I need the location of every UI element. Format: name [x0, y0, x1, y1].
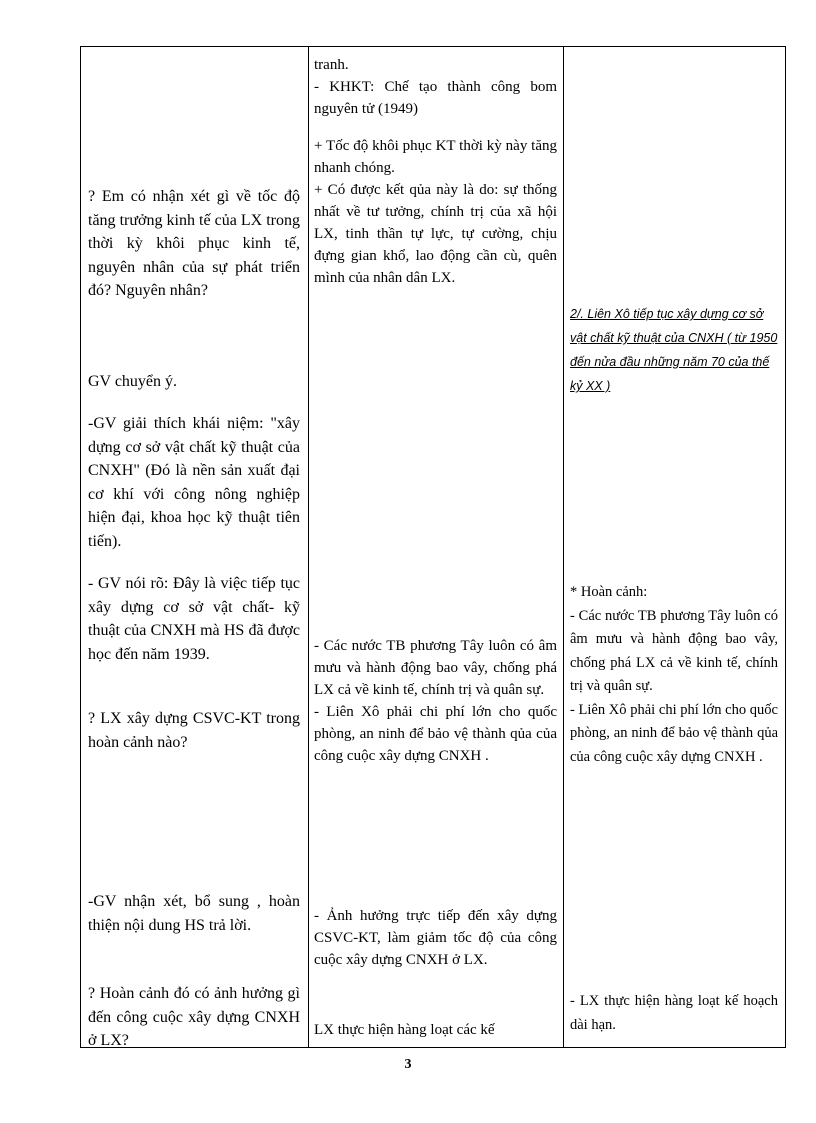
- context-defense: - Liên Xô phải chi phí lớn cho quốc phòng, an ninh để bảo vệ thành qủa của công cuộc xây dựng CNXH .: [570, 701, 778, 765]
- table-row: [81, 47, 786, 1048]
- gv-explain-concept: -GV giải thích khái niệm: "xây dựng cơ sở vật chất kỹ thuật của CNXH" (Đó là nền sản xuất đại cơ khí với công nông nghiệp hiện đại, khoa học kỹ thuật tiên tiến).: [88, 415, 300, 550]
- growth-answer: [314, 135, 557, 289]
- lesson-table: [80, 46, 786, 1048]
- speed-text: + Tốc độ khôi phục KT thời kỳ này tăng nhanh chóng.: [314, 138, 557, 176]
- gv-transition: GV chuyển ý.: [88, 373, 178, 390]
- reason-text: + Có được kết qủa này là do: sự thống nhất về tư tưởng, chính trị của xã hội LX, tinh thần tự lực, tự cường, chịu đựng gian khổ, lao động cần cù, quên mình của nhân dân LX.: [314, 182, 557, 286]
- student-activity-column: [309, 47, 564, 1048]
- war-end-text: tranh. - KHKT: Chế tạo thành công bom nguyên tử (1949): [314, 54, 557, 120]
- teacher-activity-column: [81, 47, 309, 1048]
- context-section: [570, 581, 778, 769]
- question-growth: ? Em có nhận xét gì về tốc độ tăng trưởng kinh tế của LX trong thời kỳ khôi phục kinh tế, nguyên nhân của sự phát triển đó? Nguyên nhân?: [88, 188, 300, 299]
- content-column: [564, 47, 786, 1048]
- plans-section: - LX thực hiện hàng loạt kế hoạch dài hạn.: [570, 993, 778, 1033]
- section-heading: 2/. Liên Xô tiếp tục xây dựng cơ sở vật chất kỹ thuật của CNXH ( từ 1950 đến nửa đầu những năm 70 của thế kỷ XX ): [570, 307, 778, 393]
- context-title: * Hoàn cảnh:: [570, 584, 648, 600]
- page-number: 3: [404, 1057, 412, 1072]
- context-answer: [314, 635, 557, 767]
- plans-text: LX thực hiện hàng loạt các kế: [314, 1022, 495, 1038]
- western-text: - Các nước TB phương Tây luôn có âm mưu và hành động bao vây, chống phá LX cả về kinh tế, chính trị và quân sự.: [314, 638, 557, 698]
- question-context: ? LX xây dựng CSVC-KT trong hoàn cảnh nào?: [88, 710, 300, 751]
- gv-comment: -GV nhận xét, bổ sung , hoàn thiện nội dung HS trả lời.: [88, 893, 300, 934]
- khkt-text: - KHKT: Chế tạo thành công bom nguyên tử (1949): [314, 79, 557, 117]
- impact-answer: - Ảnh hưởng trực tiếp đến xây dựng CSVC-KT, làm giảm tốc độ của công cuộc xây dựng CNXH ở LX.: [314, 908, 557, 968]
- gv-note: - GV nói rõ: Đây là việc tiếp tục xây dựng cơ sở vật chất- kỹ thuật của CNXH mà HS đã được học đến năm 1939.: [88, 575, 300, 663]
- question-impact: ? Hoàn cảnh đó có ảnh hưởng gì đến công cuộc xây dựng CNXH ở LX?: [88, 985, 300, 1049]
- context-western: - Các nước TB phương Tây luôn có âm mưu và hành động bao vây, chống phá LX cả về kinh tế, chính trị và quân sự.: [570, 607, 778, 694]
- defense-text: - Liên Xô phải chi phí lớn cho quốc phòng, an ninh để bảo vệ thành qủa của công cuộc xây dựng CNXH .: [314, 704, 557, 764]
